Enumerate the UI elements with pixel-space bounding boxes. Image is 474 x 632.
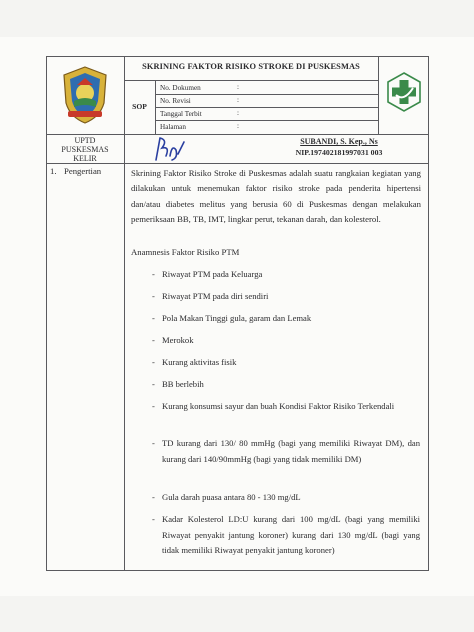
meta-label-issue-date: Tanggal Terbit <box>160 110 202 118</box>
list-item <box>152 311 420 327</box>
list-item-text: Kadar Kolesterol LD:U kurang dari 100 mg/dL (bagi yang memiliki Riwayat penyakit jantung koroner) kurang dari 130 mg/dL (bagi yang tidak memiliki Riwayat penyakit jantung koroner) <box>162 514 420 555</box>
bullet-mark: - <box>152 379 155 389</box>
meta-label-doc-number: No. Dokumen <box>160 84 201 92</box>
list-item-text: Merokok <box>162 335 194 345</box>
document-title: SKRINING FAKTOR RISIKO STROKE DI PUSKESMAS <box>142 62 360 71</box>
list-item <box>152 333 420 349</box>
meta-label-revision: No. Revisi <box>160 97 191 105</box>
section-label: Pengertian <box>64 166 102 176</box>
bullet-mark: - <box>152 514 155 524</box>
list-item-text: BB berlebih <box>162 379 204 389</box>
list-item <box>152 490 420 506</box>
organization-name <box>46 136 124 163</box>
puskesmas-cross-icon <box>386 72 422 112</box>
list-item-text: Riwayat PTM pada diri sendiri <box>162 291 269 301</box>
org-line: KELIR <box>73 154 97 163</box>
list-item <box>152 377 420 393</box>
org-line: PUSKESMAS <box>61 145 109 154</box>
list-item-text: Kurang konsumsi sayur dan buah Kondisi Faktor Risiko Terkendali <box>162 401 395 411</box>
signature-bottom-rule <box>46 163 429 164</box>
meta-label-page: Halaman <box>160 123 186 131</box>
left-column-divider <box>124 56 125 571</box>
subheading: Anamnesis Faktor Risiko PTM <box>131 247 240 257</box>
list-item <box>152 436 420 484</box>
meta-rule-3 <box>155 120 378 121</box>
list-item <box>152 512 420 570</box>
bullet-mark: - <box>152 313 155 323</box>
bullet-mark: - <box>152 335 155 345</box>
list-item-text: TD kurang dari 130/ 80 mmHg (bagi yang memiliki Riwayat DM), dan kurang dari 140/90mmHg (bagi yang tidak memiliki DM) <box>162 438 420 464</box>
list-item <box>152 399 420 431</box>
sop-label: SOP <box>132 102 147 111</box>
signer-nip: NIP.197402181997031 003 <box>295 148 383 157</box>
signer-name: SUBANDI, S. Kep., Ns <box>300 137 378 146</box>
meta-rule-2 <box>155 107 378 108</box>
bullet-mark: - <box>152 401 155 411</box>
header-bottom-rule <box>46 134 429 135</box>
definition-paragraph: Skrining Faktor Risiko Stroke di Puskesmas adalah suatu rangkaian kegiatan yang dilakukan untuk menemukan faktor risiko stroke pada penderita hipertensi dan/atau diabetes melitus yang berusia 60 di Puskesmas dengan melakukan pemeriksaan BB, TB, IMT, lingkar perut, tekanan darah, dan kolesterol. <box>131 168 421 224</box>
meta-colon: : <box>237 83 239 91</box>
bullet-mark: - <box>152 291 155 301</box>
list-item <box>152 267 420 283</box>
meta-rule-1 <box>155 94 378 95</box>
list-item-text: Kurang aktivitas fisik <box>162 357 237 367</box>
title-bottom-rule <box>124 80 378 81</box>
signature-mark <box>150 134 186 164</box>
list-item-text: Pola Makan Tinggi gula, garam dan Lemak <box>162 313 312 323</box>
list-item <box>152 355 420 371</box>
right-logo-divider <box>378 56 379 135</box>
list-item-text: Gula darah puasa antara 80 - 130 mg/dL <box>162 492 301 502</box>
regency-emblem-icon <box>60 65 110 125</box>
bullet-mark: - <box>152 492 155 502</box>
section-number: 1. <box>50 166 57 176</box>
meta-colon: : <box>237 122 239 130</box>
bullet-mark: - <box>152 357 155 367</box>
org-line: UPTD <box>74 136 96 145</box>
meta-colon: : <box>237 109 239 117</box>
list-item <box>152 289 420 305</box>
meta-colon: : <box>237 96 239 104</box>
bullet-mark: - <box>152 269 155 279</box>
list-item-text: Riwayat PTM pada Keluarga <box>162 269 263 279</box>
bullet-mark: - <box>152 438 155 448</box>
